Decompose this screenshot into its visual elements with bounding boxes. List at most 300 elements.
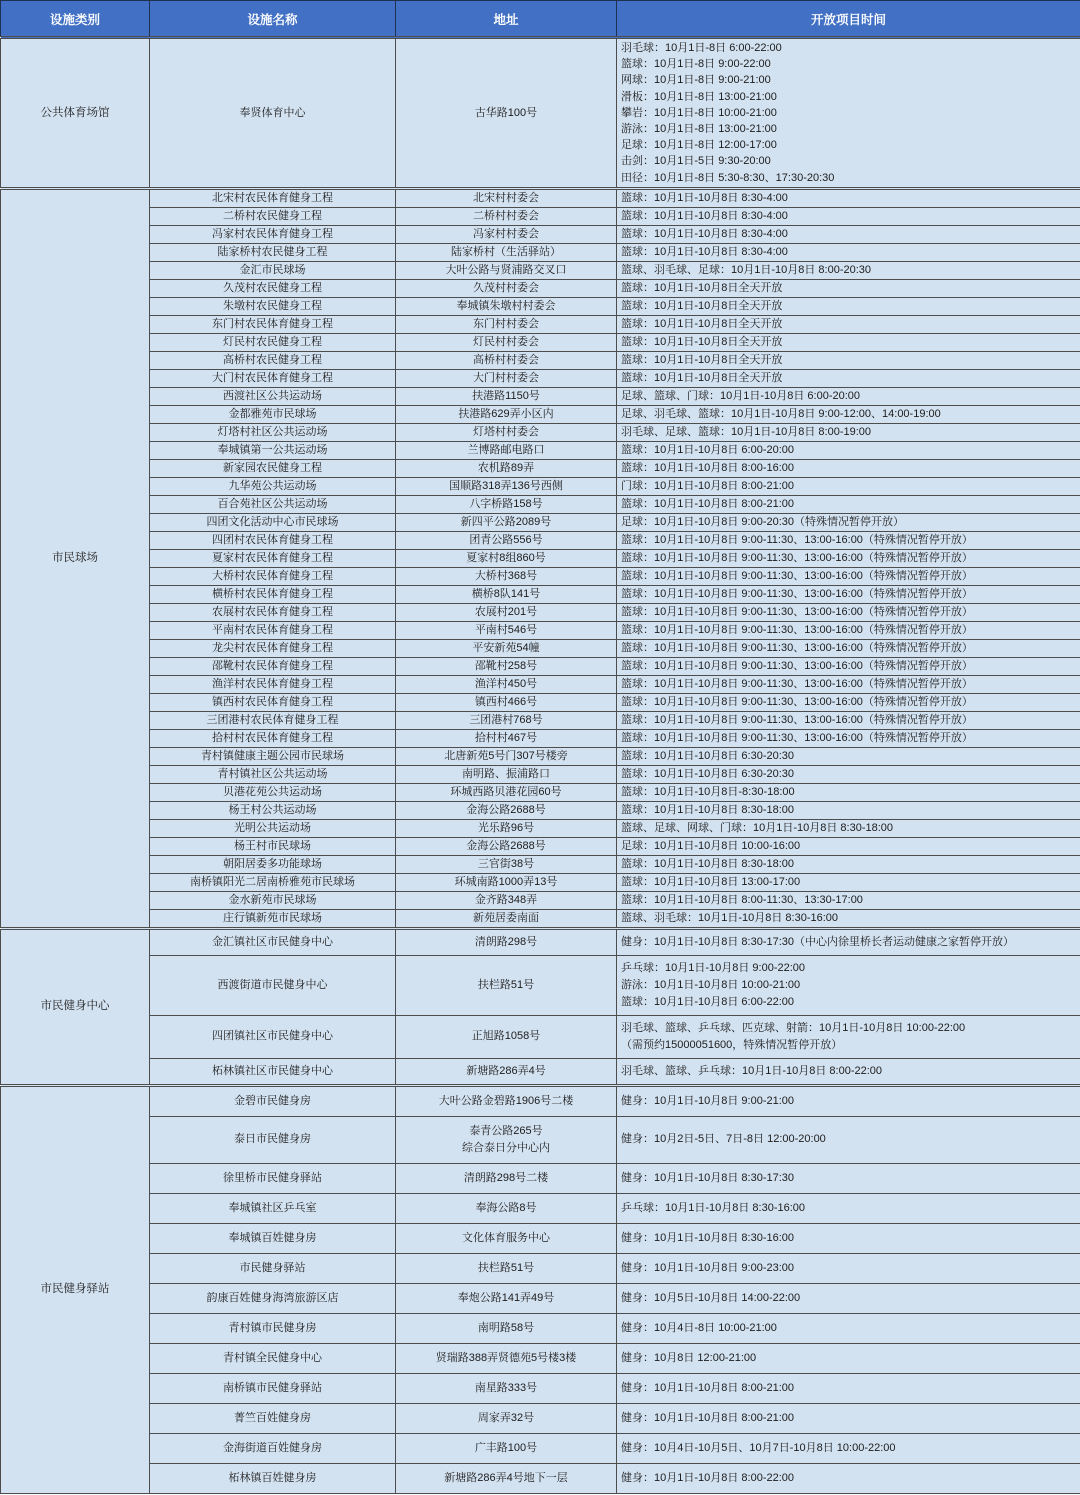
facility-name-cell: 冯家村农民体育健身工程 (150, 225, 396, 243)
table-row (1, 891, 1080, 909)
time-line: 篮球：10月1日-10月8日全天开放 (621, 317, 783, 330)
facility-name-cell: 四团镇社区市民健身中心 (150, 1015, 396, 1058)
facility-name-cell: 奉城镇社区乒乓室 (150, 1193, 396, 1223)
facility-name-cell: 青村镇市民健身房 (150, 1313, 396, 1343)
open-times-cell (617, 387, 1080, 405)
time-line: 篮球：10月1日-10月8日 13:00-17:00 (621, 875, 801, 888)
open-times-cell (617, 585, 1080, 603)
facility-name-cell: 朝阳居委多功能球场 (150, 855, 396, 873)
table-row (1, 819, 1080, 837)
address-cell: 南明路58号 (396, 1313, 617, 1343)
facility-name-cell: 北宋村农民体育健身工程 (150, 188, 396, 207)
facility-name-cell: 青村镇健康主题公园市民球场 (150, 747, 396, 765)
address-cell: 广丰路100号 (396, 1433, 617, 1463)
facility-name-cell: 夏家村农民体育健身工程 (150, 549, 396, 567)
open-times-cell (617, 567, 1080, 585)
table-row (1, 621, 1080, 639)
address-cell: 扶栏路51号 (396, 1253, 617, 1283)
address-cell: 清朗路298号 (396, 928, 617, 955)
open-times-cell (617, 549, 1080, 567)
open-times-cell (617, 531, 1080, 549)
facility-name-cell: 南桥镇市民健身驿站 (150, 1373, 396, 1403)
address-cell: 拾村村467号 (396, 729, 617, 747)
address-cell: 新塘路286弄4号地下一层 (396, 1463, 617, 1493)
facility-name-cell: 四团村农民体育健身工程 (150, 531, 396, 549)
table-row (1, 1343, 1080, 1373)
time-line: 篮球：10月1日-10月8日 8:30-4:00 (621, 191, 788, 204)
address-cell: 久茂村村委会 (396, 279, 617, 297)
address-cell: 北唐新苑5号门307号楼旁 (396, 747, 617, 765)
col-header-address: 地址 (396, 1, 617, 38)
time-line: 篮球：10月1日-10月8日 6:30-20:30 (621, 749, 795, 762)
open-times-cell (617, 837, 1080, 855)
time-line: 健身：10月5日-10月8日 14:00-22:00 (621, 1291, 801, 1304)
table-row (1, 1085, 1080, 1116)
table-row (1, 693, 1080, 711)
table-row (1, 387, 1080, 405)
facility-name-cell: 金水新苑市民球场 (150, 891, 396, 909)
open-times-cell (617, 225, 1080, 243)
facility-name-cell: 西渡社区公共运动场 (150, 387, 396, 405)
facility-name-cell: 横桥村农民体育健身工程 (150, 585, 396, 603)
table-row (1, 279, 1080, 297)
time-line: 足球：10月1日-10月8日 9:00-20:30（特殊情况暂停开放） (621, 515, 905, 528)
address-cell: 奉海公路8号 (396, 1193, 617, 1223)
table-row (1, 1058, 1080, 1085)
facility-name-cell: 邵靴村农民体育健身工程 (150, 657, 396, 675)
table-row (1, 513, 1080, 531)
open-times-cell (617, 38, 1080, 189)
address-cell: 大叶公路与贤浦路交叉口 (396, 261, 617, 279)
table-row (1, 38, 1080, 189)
open-times-cell (617, 333, 1080, 351)
open-times-cell (617, 729, 1080, 747)
facility-name-cell: 庄行镇新苑市民球场 (150, 909, 396, 928)
table-row (1, 585, 1080, 603)
address-cell: 农展村201号 (396, 603, 617, 621)
address-cell: 农机路89弄 (396, 459, 617, 477)
time-line: 健身：10月2日-5日、7日-8日 12:00-20:00 (621, 1133, 826, 1146)
table-row (1, 207, 1080, 225)
address-cell: 灯塔村村委会 (396, 423, 617, 441)
address-cell: 高桥村村委会 (396, 351, 617, 369)
address-cell: 光乐路96号 (396, 819, 617, 837)
section-0 (1, 38, 1080, 189)
address-cell: 金齐路348弄 (396, 891, 617, 909)
time-line: 篮球：10月1日-10月8日 9:00-11:30、13:00-16:00（特殊情况暂停开放） (621, 623, 973, 636)
time-line: 健身：10月4日-8日 10:00-21:00 (621, 1321, 777, 1334)
address-cell: 陆家桥村（生活驿站） (396, 243, 617, 261)
time-line: 健身：10月1日-10月8日 8:30-17:30（中心内徐里桥长者运动健康之家暂停开放） (621, 935, 1015, 948)
time-line: 篮球：10月1日-10月8日 6:00-22:00 (621, 995, 795, 1008)
table-row (1, 1283, 1080, 1313)
time-line: 篮球：10月1日-10月8日全天开放 (621, 335, 783, 348)
time-line: 篮球：10月1日-10月8日 8:30-18:00 (621, 857, 795, 870)
open-times-cell (617, 621, 1080, 639)
address-cell: 平安新苑54幢 (396, 639, 617, 657)
open-times-cell (617, 891, 1080, 909)
time-line: 羽毛球：10月1日-8日 6:00-22:00 (621, 42, 782, 54)
time-line: 篮球：10月1日-10月8日 9:00-11:30、13:00-16:00（特殊情况暂停开放） (621, 677, 973, 690)
open-times-cell (617, 711, 1080, 729)
col-header-facility-name: 设施名称 (150, 1, 396, 38)
time-line: 篮球：10月1日-10月8日 8:00-11:30、13:30-17:00 (621, 893, 863, 906)
time-line: 篮球：10月1日-10月8日 8:30-4:00 (621, 209, 788, 222)
category-cell: 市民健身中心 (1, 928, 150, 1085)
time-line: 篮球：10月1日-10月8日 9:00-11:30、13:00-16:00（特殊情况暂停开放） (621, 533, 973, 546)
time-line: 健身：10月1日-10月8日 9:00-21:00 (621, 1094, 795, 1107)
facility-name-cell: 菁竺百姓健身房 (150, 1403, 396, 1433)
address-cell: 新塘路286弄4号 (396, 1058, 617, 1085)
time-line: 田径：10月1日-8日 5:30-8:30、17:30-20:30 (621, 171, 835, 184)
address-cell: 环城南路1000弄13号 (396, 873, 617, 891)
table-row (1, 801, 1080, 819)
table-row (1, 441, 1080, 459)
facility-name-cell: 二桥村农民健身工程 (150, 207, 396, 225)
time-line: 篮球：10月1日-10月8日 8:00-21:00 (621, 497, 795, 510)
open-times-cell (617, 639, 1080, 657)
open-times-cell (617, 207, 1080, 225)
address-cell: 文化体育服务中心 (396, 1223, 617, 1253)
address-cell: 平南村546号 (396, 621, 617, 639)
address-cell: 兰博路邮电路口 (396, 441, 617, 459)
address-cell: 扶港路629弄小区内 (396, 405, 617, 423)
time-line: 健身：10月8日 12:00-21:00 (621, 1351, 757, 1364)
facility-name-cell: 青村镇社区公共运动场 (150, 765, 396, 783)
open-times-cell (617, 495, 1080, 513)
open-times-cell (617, 873, 1080, 891)
facility-name-cell: 灯民村农民健身工程 (150, 333, 396, 351)
table-row (1, 909, 1080, 928)
address-cell: 正旭路1058号 (396, 1015, 617, 1058)
table-row (1, 1313, 1080, 1343)
time-line: 篮球：10月1日-10月8日全天开放 (621, 299, 783, 312)
facility-name-cell: 徐里桥市民健身驿站 (150, 1163, 396, 1193)
table-row (1, 1193, 1080, 1223)
table-row (1, 405, 1080, 423)
facility-name-cell: 西渡街道市民健身中心 (150, 955, 396, 1015)
facility-name-cell: 奉城镇百姓健身房 (150, 1223, 396, 1253)
time-line: 篮球：10月1日-10月8日 8:00-16:00 (621, 461, 795, 474)
open-times-cell (617, 955, 1080, 1015)
time-line: 乒乓球：10月1日-10月8日 9:00-22:00 (621, 961, 806, 974)
time-line: 滑板：10月1日-8日 13:00-21:00 (621, 90, 777, 103)
time-line: 健身：10月1日-10月8日 8:30-17:30 (621, 1171, 795, 1184)
time-line: 篮球：10月1日-10月8日 8:30-4:00 (621, 245, 788, 258)
time-line: 健身：10月1日-10月8日 8:30-16:00 (621, 1231, 795, 1244)
address-cell: 三团港村768号 (396, 711, 617, 729)
time-line: 篮球：10月1日-10月8日 8:30-4:00 (621, 227, 788, 240)
open-times-cell (617, 1283, 1080, 1313)
facility-name-cell: 金汇镇社区市民健身中心 (150, 928, 396, 955)
facility-name-cell: 光明公共运动场 (150, 819, 396, 837)
open-times-cell (617, 1253, 1080, 1283)
facility-name-cell: 贝港花苑公共运动场 (150, 783, 396, 801)
facility-name-cell: 高桥村农民健身工程 (150, 351, 396, 369)
open-times-cell (617, 603, 1080, 621)
facility-name-cell: 渔洋村农民体育健身工程 (150, 675, 396, 693)
facility-name-cell: 新家园农民健身工程 (150, 459, 396, 477)
table-row (1, 531, 1080, 549)
facility-name-cell: 拾村村农民体育健身工程 (150, 729, 396, 747)
address-cell: 新苑居委南面 (396, 909, 617, 928)
address-cell: 新四平公路2089号 (396, 513, 617, 531)
address-cell: 金海公路2688号 (396, 837, 617, 855)
address-cell: 二桥村村委会 (396, 207, 617, 225)
time-line: 篮球：10月1日-10月8日 9:00-11:30、13:00-16:00（特殊情况暂停开放） (621, 659, 973, 672)
time-line: 健身：10月1日-10月8日 8:00-21:00 (621, 1381, 795, 1394)
table-row (1, 1116, 1080, 1163)
time-line: 门球：10月1日-10月8日 8:00-21:00 (621, 479, 795, 492)
address-cell: 环城西路贝港花园60号 (396, 783, 617, 801)
time-line: 篮球：10月1日-10月8日 9:00-11:30、13:00-16:00（特殊情况暂停开放） (621, 569, 973, 582)
time-line: 篮球：10月1日-10月8日 9:00-11:30、13:00-16:00（特殊情况暂停开放） (621, 695, 973, 708)
time-line: 网球：10月1日-8日 9:00-21:00 (621, 74, 771, 87)
address-cell: 东门村村委会 (396, 315, 617, 333)
open-times-cell (617, 315, 1080, 333)
open-times-cell (617, 279, 1080, 297)
open-times-cell (617, 693, 1080, 711)
time-line: 游泳：10月1日-10月8日 10:00-21:00 (621, 978, 801, 991)
open-times-cell (617, 783, 1080, 801)
time-line: 击剑：10月1日-5日 9:30-20:00 (621, 155, 771, 168)
table-row (1, 1433, 1080, 1463)
address-cell: 古华路100号 (396, 38, 617, 189)
open-times-cell (617, 747, 1080, 765)
address-cell: 夏家村8组860号 (396, 549, 617, 567)
time-line: 篮球：10月1日-10月8日 8:30-18:00 (621, 803, 795, 816)
facility-name-cell: 泰日市民健身房 (150, 1116, 396, 1163)
table-row (1, 955, 1080, 1015)
time-line: 羽毛球、足球、篮球：10月1日-10月8日 8:00-19:00 (621, 425, 872, 438)
facility-name-cell: 市民健身驿站 (150, 1253, 396, 1283)
open-times-cell (617, 819, 1080, 837)
table-row (1, 477, 1080, 495)
open-times-cell (617, 1163, 1080, 1193)
time-line: 篮球：10月1日-10月8日-8:30-18:00 (621, 785, 795, 798)
time-line: 篮球：10月1日-10月8日 6:30-20:30 (621, 767, 795, 780)
address-cell: 冯家村村委会 (396, 225, 617, 243)
table-header (1, 1, 1080, 38)
table-row (1, 567, 1080, 585)
time-line: 篮球、羽毛球：10月1日-10月8日 8:30-16:00 (621, 911, 839, 924)
time-line: 足球、羽毛球、篮球：10月1日-10月8日 9:00-12:00、14:00-19:00 (621, 407, 941, 420)
time-line: 篮球：10月1日-10月8日全天开放 (621, 353, 783, 366)
open-times-cell (617, 459, 1080, 477)
open-times-cell (617, 1116, 1080, 1163)
address-cell: 扶港路1150号 (396, 387, 617, 405)
open-times-cell (617, 855, 1080, 873)
time-line: 篮球：10月1日-8日 9:00-22:00 (621, 58, 771, 71)
open-times-cell (617, 1223, 1080, 1253)
address-cell: 大桥村368号 (396, 567, 617, 585)
address-cell: 大叶公路金碧路1906号二楼 (396, 1085, 617, 1116)
open-times-cell (617, 1058, 1080, 1085)
facility-name-cell: 陆家桥村农民健身工程 (150, 243, 396, 261)
facility-name-cell: 奉贤体育中心 (150, 38, 396, 189)
facility-name-cell: 青村镇全民健身中心 (150, 1343, 396, 1373)
time-line: 健身：10月1日-10月8日 8:00-22:00 (621, 1471, 795, 1484)
time-line: 足球：10月1日-8日 12:00-17:00 (621, 139, 777, 152)
open-times-cell (617, 513, 1080, 531)
open-times-cell (617, 801, 1080, 819)
address-cell: 大门村村委会 (396, 369, 617, 387)
facility-name-cell: 三团港村农民体育健身工程 (150, 711, 396, 729)
table-row (1, 495, 1080, 513)
category-cell: 公共体育场馆 (1, 38, 150, 189)
time-line: 篮球、羽毛球、足球：10月1日-10月8日 8:00-20:30 (621, 263, 872, 276)
table-row (1, 783, 1080, 801)
time-line: 乒乓球：10月1日-10月8日 8:30-16:00 (621, 1201, 806, 1214)
address-cell: 团青公路556号 (396, 531, 617, 549)
time-line: 健身：10月1日-10月8日 9:00-23:00 (621, 1261, 795, 1274)
address-cell: 邵靴村258号 (396, 657, 617, 675)
time-line: 羽毛球、篮球、乒乓球、匹克球、射箭：10月1日-10月8日 10:00-22:00 (621, 1021, 966, 1034)
table-row (1, 837, 1080, 855)
table-row (1, 657, 1080, 675)
address-cell: 扶栏路51号 (396, 955, 617, 1015)
facility-name-cell: 东门村农民体育健身工程 (150, 315, 396, 333)
address-cell: 镇西村466号 (396, 693, 617, 711)
table-row (1, 549, 1080, 567)
open-times-cell (617, 477, 1080, 495)
table-row (1, 1463, 1080, 1493)
facility-name-cell: 灯塔村社区公共运动场 (150, 423, 396, 441)
address-cell: 国顺路318弄136号西侧 (396, 477, 617, 495)
open-times-cell (617, 1403, 1080, 1433)
table-row (1, 729, 1080, 747)
address-cell: 北宋村村委会 (396, 188, 617, 207)
facility-name-cell: 百合苑社区公共运动场 (150, 495, 396, 513)
open-times-cell (617, 657, 1080, 675)
table-row (1, 747, 1080, 765)
facility-name-cell: 平南村农民体育健身工程 (150, 621, 396, 639)
open-times-cell (617, 351, 1080, 369)
facility-name-cell: 韵康百姓健身海湾旅游区店 (150, 1283, 396, 1313)
facility-name-cell: 四团文化活动中心市民球场 (150, 513, 396, 531)
section-2 (1, 928, 1080, 1085)
table-row (1, 243, 1080, 261)
facility-name-cell: 柘林镇社区市民健身中心 (150, 1058, 396, 1085)
open-times-cell (617, 243, 1080, 261)
facility-name-cell: 柘林镇百姓健身房 (150, 1463, 396, 1493)
open-times-cell (617, 297, 1080, 315)
address-cell: 奉城镇朱墩村村委会 (396, 297, 617, 315)
col-header-category: 设施类别 (1, 1, 150, 38)
facility-name-cell: 南桥镇阳光二居南桥雅苑市民球场 (150, 873, 396, 891)
open-times-cell (617, 405, 1080, 423)
time-line: 篮球：10月1日-10月8日 9:00-11:30、13:00-16:00（特殊情况暂停开放） (621, 551, 973, 564)
open-times-cell (617, 909, 1080, 928)
table-row (1, 315, 1080, 333)
address-cell: 南明路、振浦路口 (396, 765, 617, 783)
address-cell: 三官街38号 (396, 855, 617, 873)
facility-name-cell: 龙尖村农民体育健身工程 (150, 639, 396, 657)
open-times-cell (617, 1015, 1080, 1058)
time-line: 羽毛球、篮球、乒乓球：10月1日-10月8日 8:00-22:00 (621, 1064, 883, 1077)
table-row (1, 1403, 1080, 1433)
category-cell: 市民球场 (1, 188, 150, 928)
facility-name-cell: 杨王村公共运动场 (150, 801, 396, 819)
open-times-cell (617, 675, 1080, 693)
table-row (1, 423, 1080, 441)
facility-name-cell: 久茂村农民健身工程 (150, 279, 396, 297)
time-line: 健身：10月4日-10月5日、10月7日-10月8日 10:00-22:00 (621, 1441, 896, 1454)
time-line: 攀岩：10月1日-8日 10:00-21:00 (621, 106, 777, 119)
open-times-cell (617, 1193, 1080, 1223)
open-times-cell (617, 1433, 1080, 1463)
table-row (1, 1163, 1080, 1193)
open-times-cell (617, 1085, 1080, 1116)
open-times-cell (617, 441, 1080, 459)
open-times-cell (617, 1373, 1080, 1403)
time-line: 篮球：10月1日-10月8日全天开放 (621, 371, 783, 384)
facility-name-cell: 金汇市民球场 (150, 261, 396, 279)
address-cell: 金海公路2688号 (396, 801, 617, 819)
address-cell: 渔洋村450号 (396, 675, 617, 693)
table-row (1, 765, 1080, 783)
open-times-cell (617, 1463, 1080, 1493)
facility-name-cell: 金都雅苑市民球场 (150, 405, 396, 423)
open-times-cell (617, 188, 1080, 207)
facility-name-cell: 大桥村农民体育健身工程 (150, 567, 396, 585)
table-row (1, 639, 1080, 657)
section-1 (1, 188, 1080, 928)
open-times-cell (617, 369, 1080, 387)
address-cell: 贤瑞路388弄贤德苑5号楼3楼 (396, 1343, 617, 1373)
time-line: 篮球：10月1日-10月8日 9:00-11:30、13:00-16:00（特殊情况暂停开放） (621, 587, 973, 600)
table-row (1, 1223, 1080, 1253)
time-line: （需预约15000051600，特殊情况暂停开放） (621, 1038, 843, 1051)
table-row (1, 459, 1080, 477)
time-line: 足球：10月1日-10月8日 10:00-16:00 (621, 839, 801, 852)
address-cell: 泰青公路265号 综合泰日分中心内 (396, 1116, 617, 1163)
facility-name-cell: 大门村农民体育健身工程 (150, 369, 396, 387)
open-times-cell (617, 1313, 1080, 1343)
table-row (1, 333, 1080, 351)
address-cell: 南星路333号 (396, 1373, 617, 1403)
table-row (1, 1253, 1080, 1283)
category-cell: 市民健身驿站 (1, 1085, 150, 1493)
table-row (1, 297, 1080, 315)
facility-name-cell: 农展村农民体育健身工程 (150, 603, 396, 621)
time-line: 游泳：10月1日-8日 13:00-21:00 (621, 123, 777, 136)
address-cell: 灯民村村委会 (396, 333, 617, 351)
time-line: 篮球：10月1日-10月8日 9:00-11:30、13:00-16:00（特殊情况暂停开放） (621, 641, 973, 654)
time-line: 健身：10月1日-10月8日 8:00-21:00 (621, 1411, 795, 1424)
table-row (1, 603, 1080, 621)
col-header-open-times: 开放项目时间 (617, 1, 1080, 38)
time-line: 篮球：10月1日-10月8日 9:00-11:30、13:00-16:00（特殊情况暂停开放） (621, 713, 973, 726)
time-line: 篮球、足球、网球、门球：10月1日-10月8日 8:30-18:00 (621, 821, 894, 834)
table-row (1, 855, 1080, 873)
table-row (1, 1015, 1080, 1058)
time-line: 篮球：10月1日-10月8日全天开放 (621, 281, 783, 294)
table-row (1, 1373, 1080, 1403)
header-row (1, 1, 1080, 38)
section-3 (1, 1085, 1080, 1493)
table-row (1, 675, 1080, 693)
facility-name-cell: 金海街道百姓健身房 (150, 1433, 396, 1463)
address-cell: 奉炮公路141弄49号 (396, 1283, 617, 1313)
table-row (1, 928, 1080, 955)
open-times-cell (617, 423, 1080, 441)
facility-name-cell: 朱墩村农民健身工程 (150, 297, 396, 315)
table-row (1, 369, 1080, 387)
facility-name-cell: 镇西村农民体育健身工程 (150, 693, 396, 711)
time-line: 篮球：10月1日-10月8日 9:00-11:30、13:00-16:00（特殊情况暂停开放） (621, 605, 973, 618)
table-row (1, 873, 1080, 891)
